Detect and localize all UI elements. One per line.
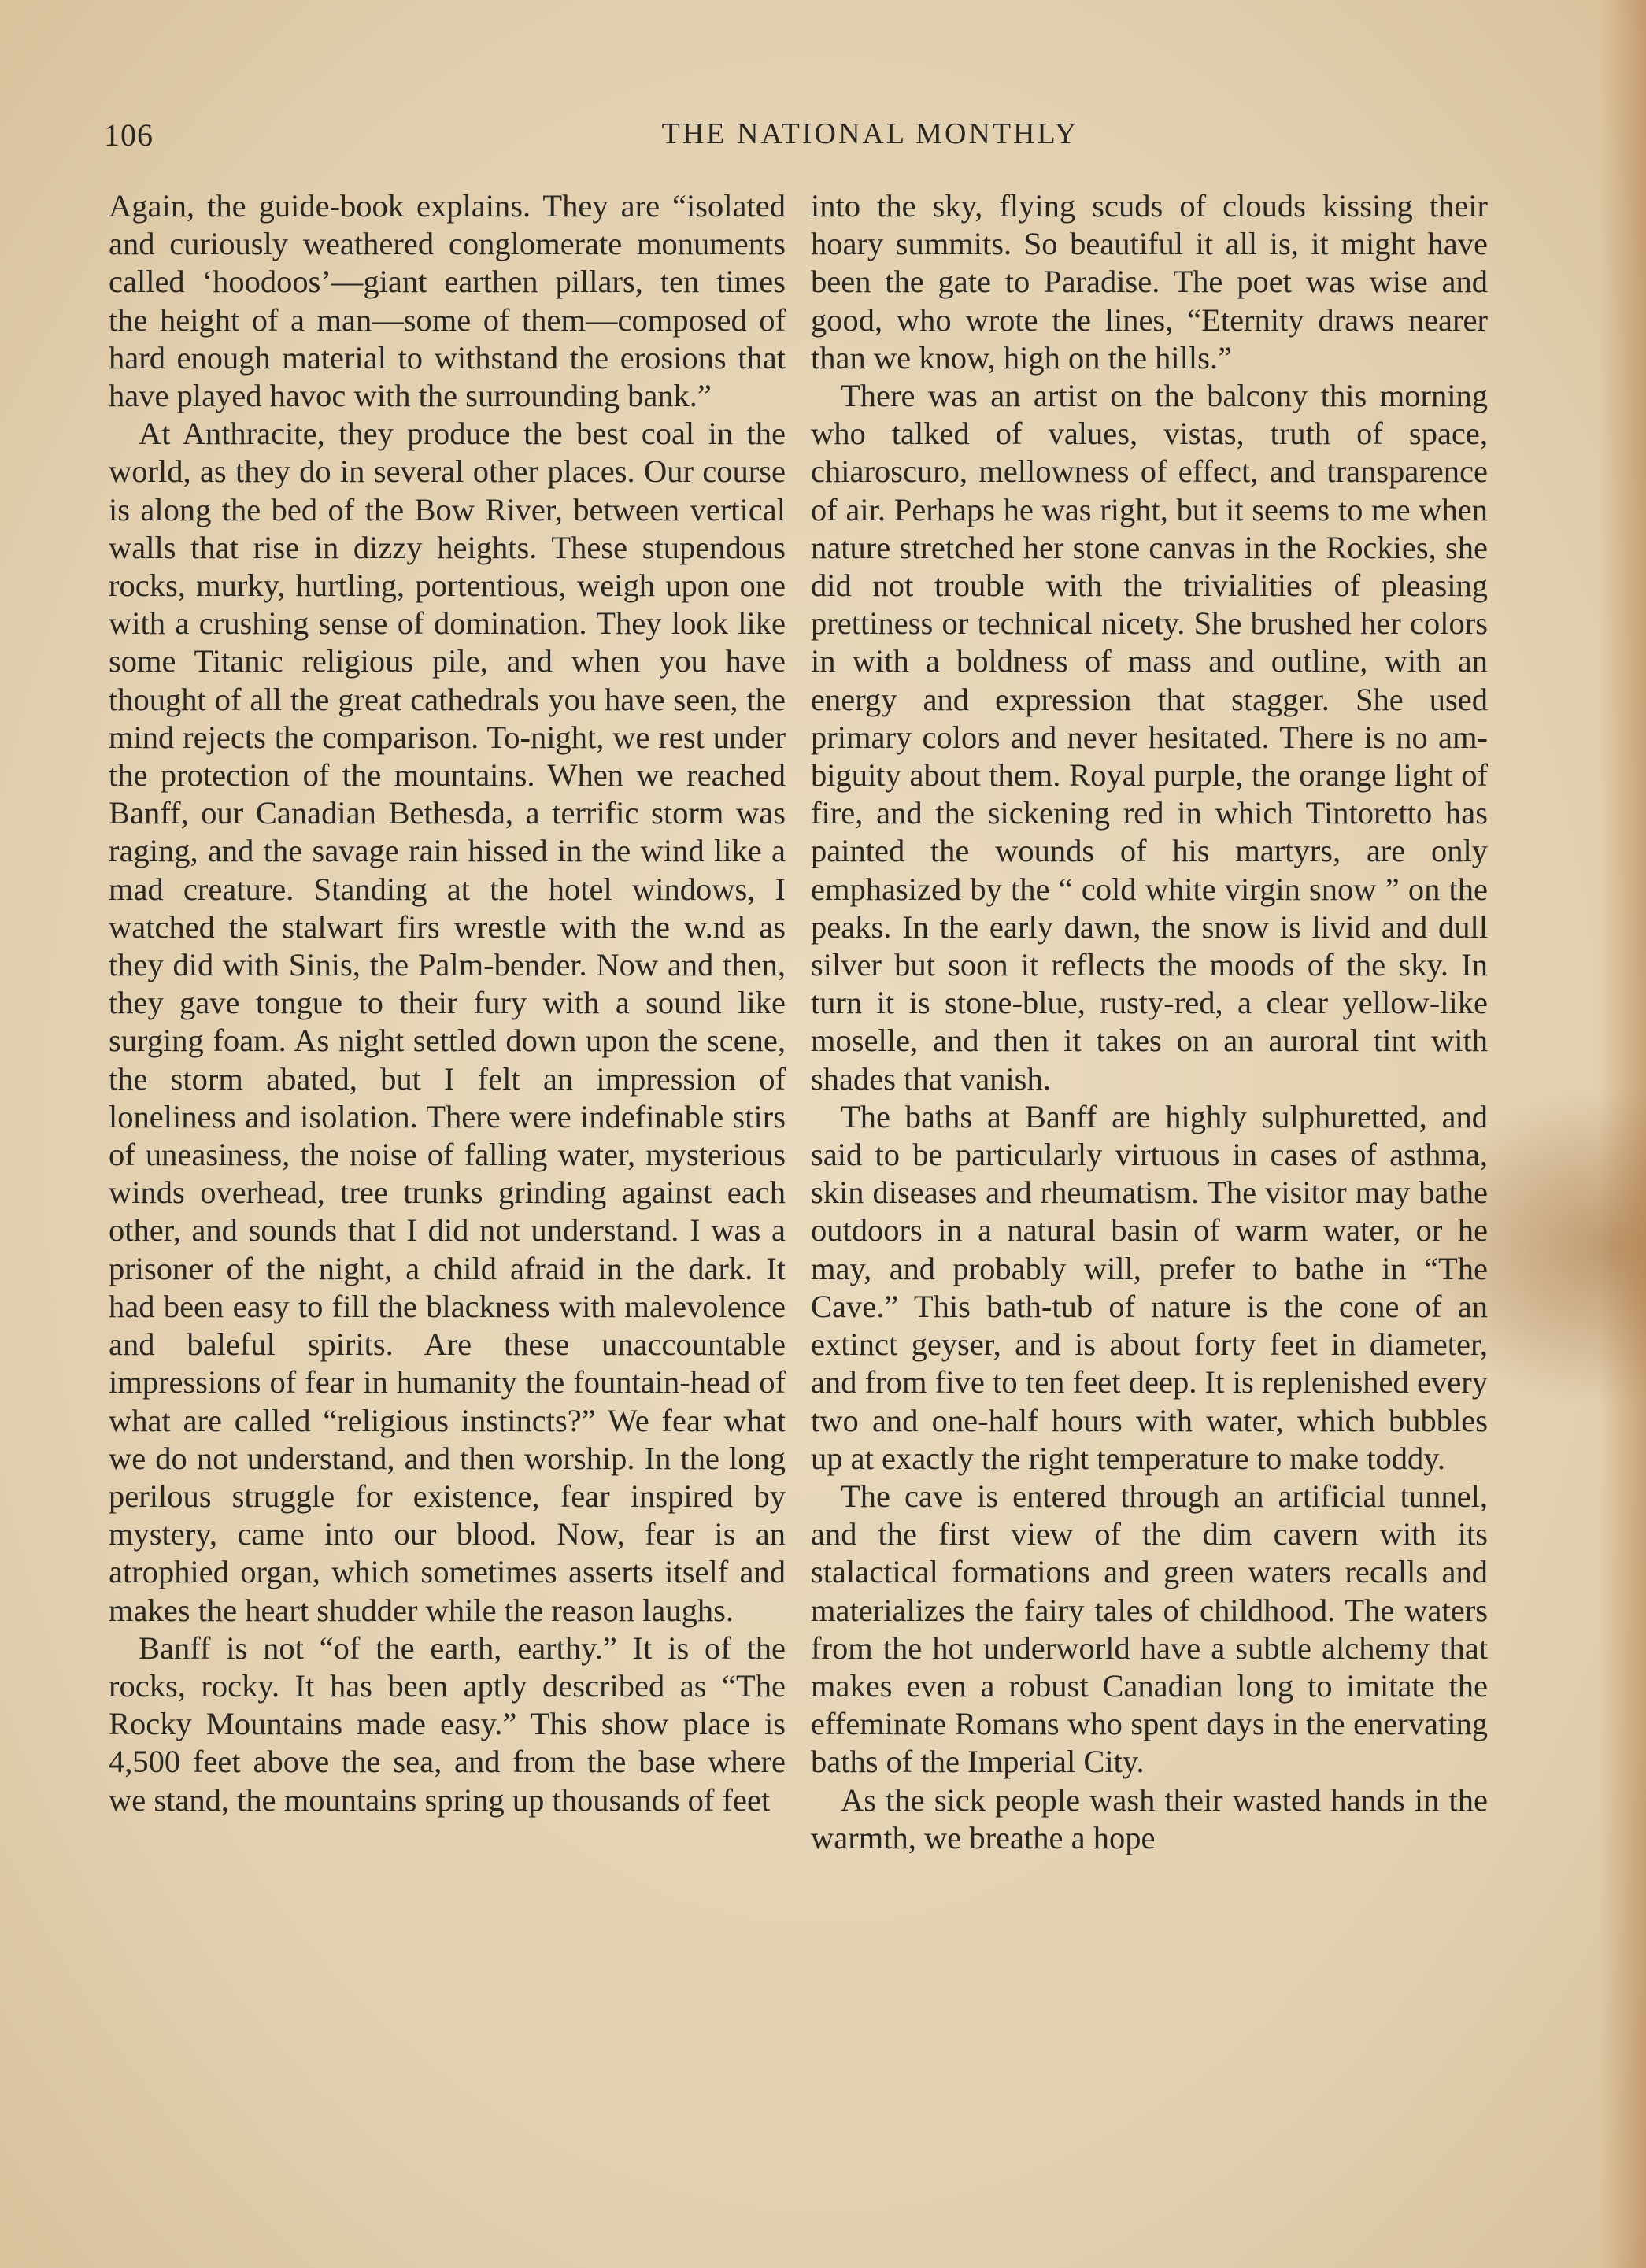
left-column: [109, 187, 786, 1819]
paragraph: into the sky, flying scuds of clouds kissing their hoary summits. So beautiful it all is, it might have been the gate to Paradise. The poet was wise and good, who wrote the lines, “Eternity draws nearer than we know, high on the hills.”: [811, 188, 1488, 376]
right-column: [811, 187, 1488, 1857]
paragraph: The baths at Banff are highly sulphuretted, and said to be particularly virtuous in cases of asthma, skin diseases and rheumatism. The visitor may bathe outdoors in a natural basin of warm water, or he may, and probably will, prefer to bathe in “The Cave.” This bath-tub of nature is the cone of an extinct geyser, and is about forty feet in diameter, and from five to ten feet deep. It is replenished every two and one-half hours with water, which bubbles up at exactly the right temperature to make toddy.: [811, 1098, 1488, 1476]
paragraph: There was an artist on the balcony this morning who talked of values, vistas, truth of space, chiaroscuro, mellowness of effect, and transparence of air. Perhaps he was right, but it seems to me when nature stretched her stone canvas in the Rockies, she did not trouble with the trivialities of pleasing prettiness or technical nicety. She brushed her colors in with a boldness of mass and outline, with an energy and expression that stagger. She used primary colors and never hesitated. There is no ambiguity about them. Royal purple, the orange light of fire, and the sickening red in which Tintoretto has painted the wounds of his martyrs, are only emphasized by the “ cold white virgin snow ” on the peaks. In the early dawn, the snow is livid and dull silver but soon it reflects the moods of the sky. In turn it is stone-blue, rusty-red, a clear yellow-like moselle, and then it takes on an auroral tint with shades that vanish.: [811, 378, 1488, 1097]
paragraph: Banff is not “of the earth, earthy.” It is of the rocks, rocky. It has been aptly described as “The Rocky Mountains made easy.” This show place is 4,500 feet above the sea, and from the base where we stand, the mountains spring up thousands of feet: [109, 1630, 786, 1818]
paragraph: The cave is entered through an artificial tunnel, and the first view of the dim cavern with its stalactical formations and green waters recalls and materializes the fairy tales of childhood. The waters from the hot underworld have a subtle alchemy that makes even a robust Canadian long to imitate the effeminate Romans who spent days in the enervating baths of the Imperial City.: [811, 1478, 1488, 1780]
paragraph: Again, the guide-book explains. They are “isolated and curiously weathered conglomerate monuments called ‘hoodoos’—giant earthen pillars, ten times the height of a man—some of them—composed of hard enough material to withstand the erosions that have played havoc with the surrounding bank.”: [109, 188, 786, 414]
paragraph: As the sick people wash their wasted hands in the warmth, we breathe a hope: [811, 1781, 1488, 1855]
page-edge-shadow: [1599, 0, 1646, 2268]
page-number: 106: [104, 117, 154, 153]
paragraph: At Anthracite, they produce the best coal in the world, as they do in several other places. Our course is along the bed of the Bow River, between vertical walls that rise in dizzy heights. These stupendous rocks, murky, hurtling, portentious, weigh upon one with a crushing sense of domination. They look like some Titanic religious pile, and when you have thought of all the great cathedrals you have seen, the mind rejects the comparison. To-night, we rest under the protection of the mountains. When we reached Banff, our Canadian Bethesda, a terrific storm was raging, and the savage rain hissed in the wind like a mad creature. Standing at the hotel windows, I watched the stalwart firs wrestle with the w.nd as they did with Sinis, the Palm-bender. Now and then, they gave tongue to their fury with a sound like surging foam. As night settled down upon the scene, the storm abated, but I felt an impression of loneliness and isolation. There were indefinable stirs of uneasiness, the noise of falling water, mysterious winds overhead, tree trunks grinding against each other, and sounds that I did not understand. I was a prisoner of the night, a child afraid in the dark. It had been easy to fill the blackness with malevolence and baleful spirits. Are these unaccountable impressions of fear in humanity the fountain-head of what are called “religious instincts?” We fear what we do not understand, and then worship. In the long perilous struggle for existence, fear inspired by mystery, came into our blood. Now, fear is an atrophied organ, which sometimes asserts itself and makes the heart shudder while the reason laughs.: [109, 416, 786, 1628]
page-header: [104, 117, 1542, 156]
running-head: THE NATIONAL MONTHLY: [661, 117, 1079, 150]
